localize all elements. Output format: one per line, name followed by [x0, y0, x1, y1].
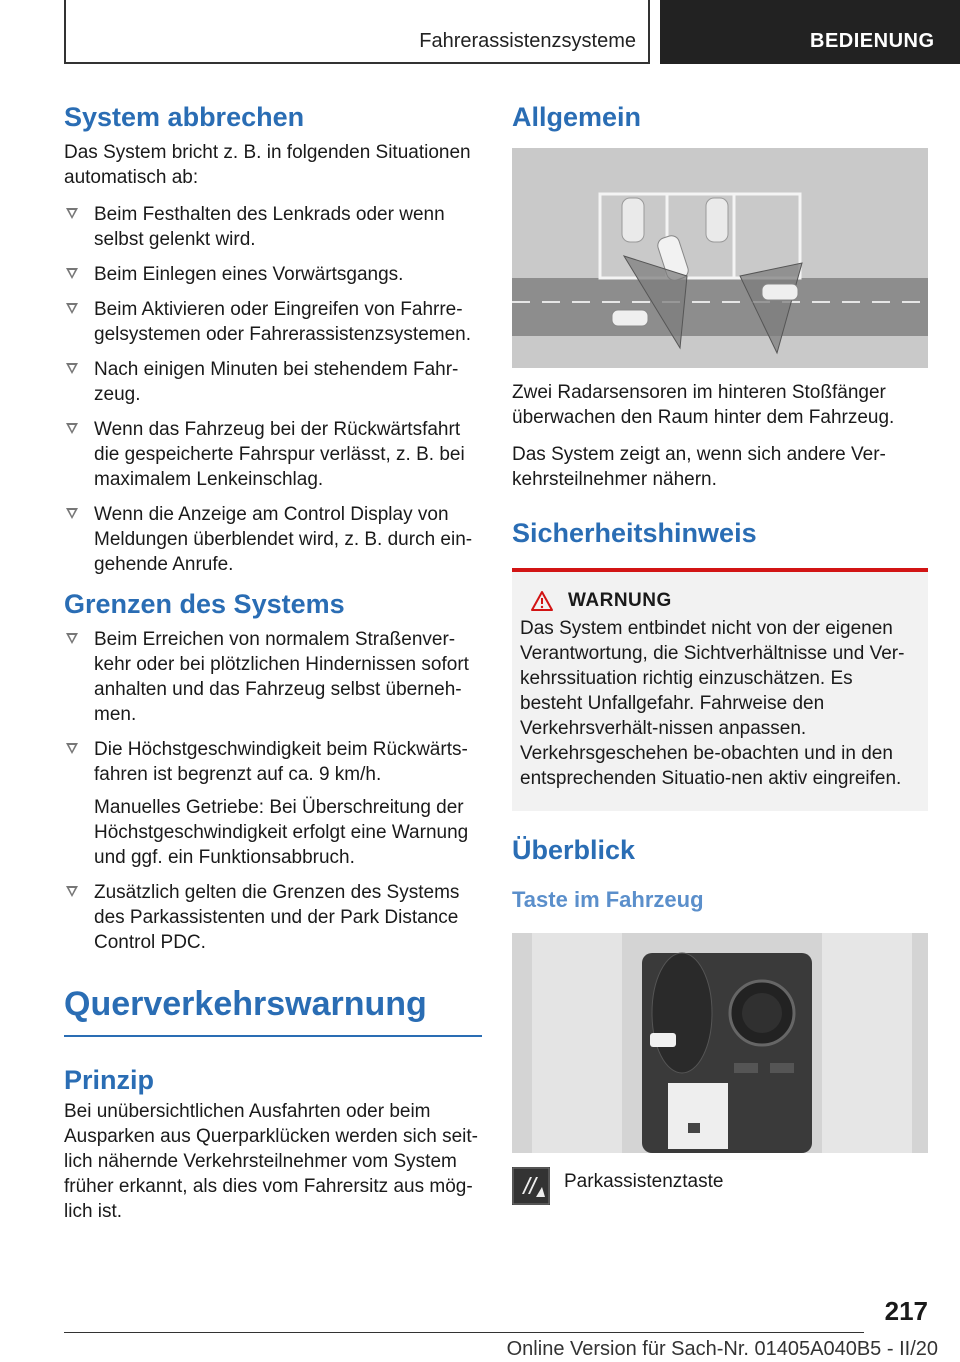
right-column: [512, 100, 928, 1205]
page-number: 217: [884, 1296, 928, 1326]
triangle-bullet-icon: [66, 508, 78, 519]
header-chapter-box: [64, 0, 650, 64]
abbruch-list: [64, 202, 482, 577]
list-item: Die Höchstgeschwindigkeit beim Rückwärts‐fahren ist begrenzt auf ca. 9 km/h. Manuelles Getriebe: Bei Überschreitung der Höchstgeschwindigkeit erfolgt eine Warnung und ggf. ein Funktionsabbruch.: [64, 737, 482, 870]
console-svg: [512, 933, 928, 1153]
warning-text: Das System entbindet nicht von der eigenen Verantwortung, die Sichtverhältnisse und Ver‐kehrssituation richtig einzuschätzen. Es besteht Unfallgefahr. Fahrweise den Verkehrsverhält‐nissen anpassen. Verkehrsgeschehen be‐obachten und in den entsprechenden Situatio‐nen aktiv eingreifen.: [520, 618, 905, 789]
triangle-bullet-icon: [66, 303, 78, 314]
triangle-bullet-icon: [66, 208, 78, 219]
list-item: Beim Einlegen eines Vorwärtsgangs.: [64, 262, 482, 287]
allgemein-text-2: Das System zeigt an, wenn sich andere Ver‐kehrsteilnehmer nähern.: [512, 444, 886, 490]
triangle-bullet-icon: [66, 423, 78, 434]
list-item: Nach einigen Minuten bei stehendem Fahr‐zeug.: [64, 357, 482, 407]
subsection-title-taste: Taste im Fahrzeug: [512, 887, 704, 912]
triangle-bullet-icon: [66, 363, 78, 374]
section-title-allgemein: Allgemein: [512, 102, 642, 132]
radar-illustration: [512, 148, 928, 368]
grenzen-list: [64, 627, 482, 955]
triangle-bullet-icon: [66, 886, 78, 897]
triangle-bullet-icon: [66, 268, 78, 279]
warning-box: [512, 568, 928, 811]
section-title-system-abbrechen: System abbrechen: [64, 102, 305, 132]
warning-header: [530, 590, 920, 612]
list-item: Beim Aktivieren oder Eingreifen von Fahrre‐gelsystemen oder Fahrerassistenzsystemen.: [64, 297, 482, 347]
allgemein-text-1: Zwei Radarsensoren im hinteren Stoßfänger überwachen den Raum hinter dem Fahrzeug.: [512, 382, 895, 428]
list-item: Wenn das Fahrzeug bei der Rückwärtsfahrt die gespeicherte Fahrspur verlässt, z. B. bei maximalem Lenkeinschlag.: [64, 417, 482, 492]
park-assist-label: Parkassistenztaste: [564, 1171, 724, 1192]
intro-text: Das System bricht z. B. in folgenden Situationen automatisch ab:: [64, 142, 471, 188]
list-item: Beim Festhalten des Lenkrads oder wenn selbst gelenkt wird.: [64, 202, 482, 252]
radar-scene-svg: [512, 148, 928, 368]
list-item: Wenn die Anzeige am Control Display von Meldungen überblendet wird, z. B. durch ein‐gehende Anrufe.: [64, 502, 482, 577]
footer-divider: [64, 1332, 864, 1333]
header-tab: BEDIENUNG: [660, 0, 960, 64]
chapter-title: Querverkehrswarnung: [64, 983, 482, 1037]
triangle-bullet-icon: [66, 743, 78, 754]
triangle-bullet-icon: [66, 633, 78, 644]
left-column: [64, 100, 482, 1236]
prinzip-text: Bei unübersichtlichen Ausfahrten oder beim Ausparken aus Querparklücken werden sich seit‐lich nähernde Verkehrsteilnehmer vom System früher erkannt, als dies vom Fahrersitz aus mög‐lich ist.: [64, 1101, 478, 1222]
section-title-prinzip: Prinzip: [64, 1065, 155, 1095]
section-title-sicherheit: Sicherheitshinweis: [512, 518, 757, 548]
list-item: Zusätzlich gelten die Grenzen des Systems des Parkassistenten und der Park Distance Control PDC.: [64, 880, 482, 955]
warning-triangle-icon: [530, 590, 554, 612]
section-title-ueberblick: Überblick: [512, 835, 636, 865]
footer-text: Online Version für Sach-Nr. 01405A040B5 - II/20: [506, 1338, 938, 1360]
warning-title: WARNUNG: [568, 590, 672, 611]
list-item: Beim Erreichen von normalem Straßenver‐kehr oder bei plötzlichen Hindernissen sofort anhalten und das Fahrzeug selbst überneh‐men.: [64, 627, 482, 727]
park-assist-button-icon: [512, 1167, 550, 1205]
header-chapter: Fahrerassistenzsysteme: [419, 30, 636, 52]
console-photo: [512, 933, 928, 1153]
park-assist-row: [512, 1167, 928, 1205]
manual-gearbox-note: Manuelles Getriebe: Bei Überschreitung der Höchstgeschwindigkeit erfolgt eine Warnung und ggf. ein Funktionsabbruch.: [94, 797, 469, 868]
section-title-grenzen: Grenzen des Systems: [64, 589, 345, 619]
